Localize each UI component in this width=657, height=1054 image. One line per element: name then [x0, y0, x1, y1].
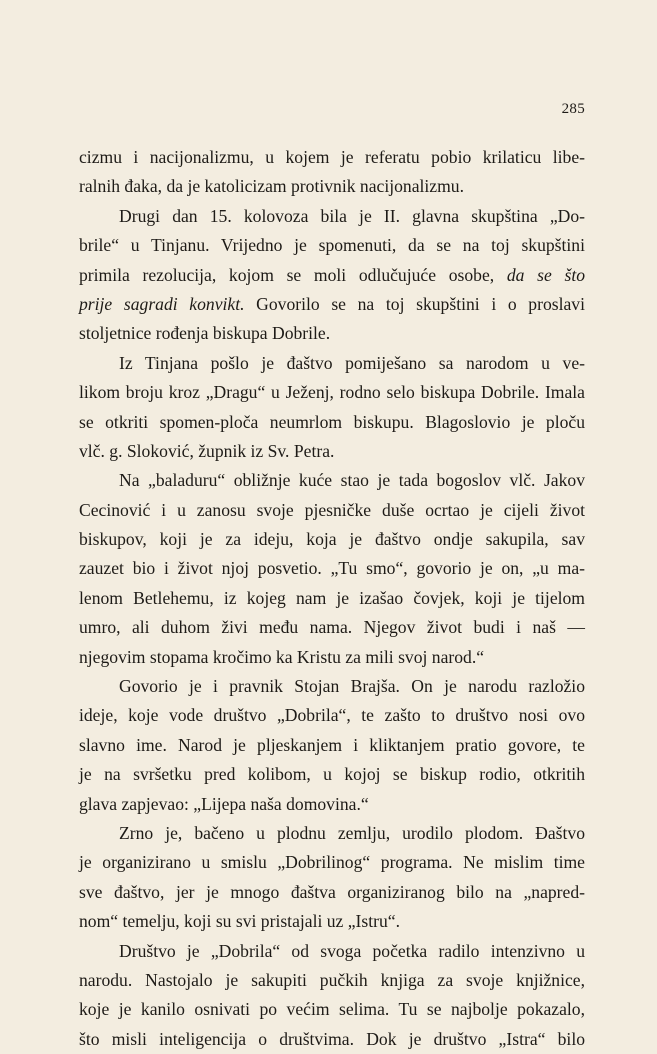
body-text [79, 143, 585, 1054]
text-line [79, 496, 585, 525]
line-text: lenom Betlehemu, iz kojeg nam je izašao čovjek, koji je tijelom [79, 587, 585, 608]
emphasis-text: prije sagradi konvikt. [79, 293, 245, 314]
text-line [79, 790, 585, 819]
line-text: likom broju kroz „Dragu“ u Ježenj, rodno selo biskupa Dobrile. Imala [79, 382, 585, 403]
text-line [79, 966, 585, 995]
text-line [79, 584, 585, 613]
line-text: je organizirano u smislu „Dobrilinog“ programa. Ne mislim time [79, 852, 585, 873]
emphasis-text: da se što [506, 264, 586, 285]
text-line [79, 143, 585, 172]
line-text: biskupov, koji je za ideju, koja je đaštvo ondje sakupila, sav [79, 529, 585, 550]
line-text: primila rezolucija, kojom se moli odlučujuće osobe, [79, 264, 495, 285]
line-text: Zrno je, bačeno u plodnu zemlju, urodilo plodom. Đaštvo [119, 822, 585, 843]
text-line [79, 408, 585, 437]
text-line [79, 643, 585, 672]
text-line [79, 907, 585, 936]
text-line [79, 554, 585, 583]
text-line [79, 731, 585, 760]
text-line [79, 672, 585, 701]
text-line [79, 261, 585, 290]
page-number: 285 [561, 101, 585, 117]
line-text: stoljetnice rođenja biskupa Dobrile. [79, 323, 331, 344]
line-text: Drugi dan 15. kolovoza bila je II. glavna skupština „Do- [119, 205, 585, 226]
text-line [79, 760, 585, 789]
line-text: cizmu i nacijonalizmu, u kojem je referatu pobio krilaticu libe- [79, 147, 585, 167]
line-text: što misli inteligencija o društvima. Dok je društvo „Istra“ bilo [79, 1028, 585, 1049]
line-text: vlč. g. Sloković, župnik iz Sv. Petra. [79, 440, 335, 461]
text-line [79, 937, 585, 966]
text-line [79, 172, 585, 201]
line-text: zauzet bio i život njoj posvetio. „Tu smo“, govorio je on, „u ma- [79, 558, 585, 579]
text-line [79, 290, 585, 319]
text-line [79, 437, 585, 466]
text-line [79, 848, 585, 877]
line-text: brile“ u Tinjanu. Vrijedno je spomenuti, da se na toj skupštini [79, 235, 585, 256]
line-text: Iz Tinjana pošlo je đaštvo pomiješano sa narodom u ve- [119, 352, 585, 373]
line-text: glava zapjevao: „Lijepa naša domovina.“ [79, 793, 369, 814]
line-text: je na svršetku pred kolibom, u kojoj se biskup rodio, otkritih [79, 764, 585, 785]
text-line [79, 878, 585, 907]
text-line [79, 319, 585, 348]
text-line [79, 231, 585, 260]
line-text: slavno ime. Narod je pljeskanjem i kliktanjem pratio govore, te [79, 734, 585, 755]
line-text: sve đaštvo, jer je mnogo đaštva organiziranog bilo na „napred- [79, 881, 585, 902]
line-text: umro, ali duhom živi među nama. Njegov život budi i naš — [79, 617, 585, 638]
line-text: Na „baladuru“ obližnje kuće stao je tada bogoslov vlč. Jakov [119, 470, 585, 491]
line-text: nom“ temelju, koji su svi pristajali uz „Istru“. [79, 911, 401, 932]
text-line [79, 525, 585, 554]
line-text: ideje, koje vode društvo „Dobrila“, te zašto to društvo nosi ovo [79, 705, 585, 726]
text-line [79, 202, 585, 231]
line-text: njegovim stopama kročimo ka Kristu za mili svoj narod.“ [79, 646, 485, 667]
text-line [79, 378, 585, 407]
text-line [79, 613, 585, 642]
line-text: Društvo je „Dobrila“ od svoga početka radilo intenzivno u [119, 940, 585, 961]
line-text: Govorilo se na toj skupštini i o proslavi [244, 293, 585, 314]
text-line [79, 701, 585, 730]
line-text: se otkriti spomen-ploča neumrlom biskupu. Blagoslovio je ploču [79, 411, 585, 432]
line-text: Cecinović i u zanosu svoje pjesničke duše ocrtao je cijeli život [79, 499, 585, 520]
text-line [79, 1025, 585, 1054]
text-line [79, 466, 585, 495]
line-text: narodu. Nastojalo je sakupiti pučkih knjiga za svoje knjižnice, [79, 969, 585, 990]
line-text: ralnih đaka, da je katolicizam protivnik nacijonalizmu. [79, 176, 464, 197]
line-text: Govorio je i pravnik Stojan Brajša. On je narodu razložio [119, 676, 585, 697]
text-line [79, 819, 585, 848]
text-line [79, 349, 585, 378]
line-text: koje je kanilo osnivati po većim selima. Tu se najbolje pokazalo, [79, 999, 585, 1020]
